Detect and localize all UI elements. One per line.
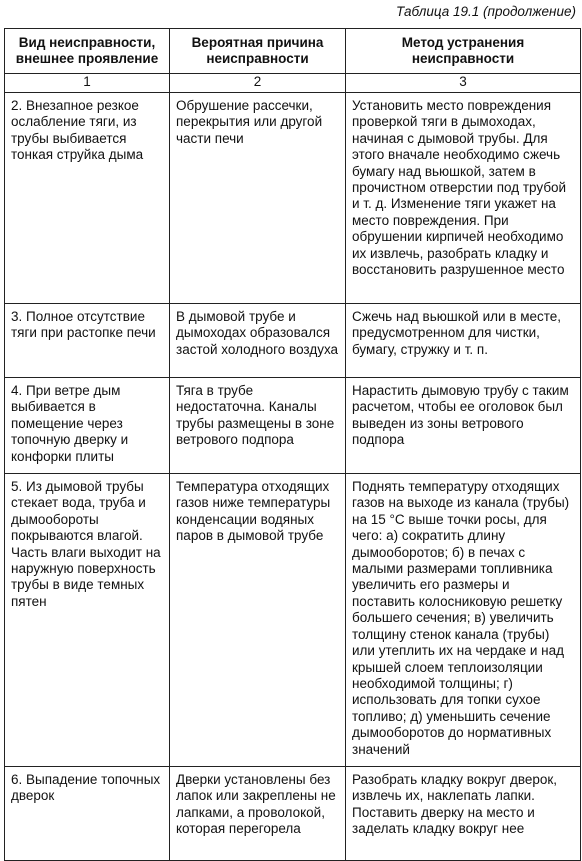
cause-cell: Обрушение рассечки, перекрытия или другой части печи <box>170 93 346 304</box>
table-row <box>5 304 581 378</box>
malfunctions-table <box>4 28 581 861</box>
table-row <box>5 766 581 860</box>
cause-cell: Тяга в трубе недостаточна. Каналы трубы размещены в зоне ветрового подпора <box>170 378 346 474</box>
symptom-cell: 3. Полное отсутствие тяги при растопке печи <box>5 304 170 378</box>
table-caption: Таблица 19.1 (продолжение) <box>396 4 576 19</box>
remedy-cell: Установить место повреждения проверкой тяги в дымоходах, начиная с дымовой трубы. Для этого вначале необходимо сжечь бумагу над вьюшкой, затем в прочистном отверстии под трубой и т. д. Изменение тяги укажет на место повреждения. При обрушении кирпичей необходимо их извлечь, разобрать кладку и восстановить разрушенное место <box>346 93 581 304</box>
column-number: 2 <box>170 74 346 93</box>
remedy-cell: Разобрать кладку вокруг дверок, извлечь их, наклепать лапки. Поставить дверку на место и заделать кладку вокруг нее <box>346 766 581 860</box>
cause-cell: Температура отходящих газов ниже температуры конденсации водяных паров в дымовой трубе <box>170 474 346 767</box>
table-header-row <box>5 29 581 74</box>
remedy-cell: Сжечь над вьюшкой или в месте, предусмотренном для чистки, бумагу, стружку и т. п. <box>346 304 581 378</box>
cause-cell: Дверки установлены без лапок или закреплены не лапками, а проволокой, которая перегорела <box>170 766 346 860</box>
header-remedy: Метод устранения неисправности <box>346 29 581 74</box>
cause-cell: В дымовой трубе и дымоходах образовался застой холодного воздуха <box>170 304 346 378</box>
symptom-cell: 4. При ветре дым выбивается в помещение через топочную дверку и конфорки плиты <box>5 378 170 474</box>
symptom-cell: 5. Из дымовой трубы стекает вода, труба и дымообороты покрываются влагой. Часть влаги выходит на наружную поверхность трубы в виде темных пятен <box>5 474 170 767</box>
table-row <box>5 378 581 474</box>
header-symptom: Вид неисправности, внешнее проявление <box>5 29 170 74</box>
table-row <box>5 474 581 767</box>
column-number: 1 <box>5 74 170 93</box>
header-cause: Вероятная причина неисправности <box>170 29 346 74</box>
symptom-cell: 6. Выпадение топочных дверок <box>5 766 170 860</box>
column-number: 3 <box>346 74 581 93</box>
remedy-cell: Нарастить дымовую трубу с таким расчетом, чтобы ее оголовок был выведен из зоны ветрового подпора <box>346 378 581 474</box>
remedy-cell: Поднять температуру отходящих газов на выходе из канала (трубы) на 15 °С выше точки росы, для чего: а) сократить длину дымооборотов; б) в печах с малыми размерами топливника увеличить его размеры и поставить колосниковую решетку большего сечения; в) увеличить толщину стенок канала (трубы) или утеплить их на чердаке и над крышей слоем теплоизоляции необходимой толщины; г) использовать для топки сухое топливо; д) уменьшить сечение дымооборотов до нормативных значений <box>346 474 581 767</box>
symptom-cell: 2. Внезапное резкое ослабление тяги, из трубы выбивается тонкая струйка дыма <box>5 93 170 304</box>
column-number-row <box>5 74 581 93</box>
table-row <box>5 93 581 304</box>
